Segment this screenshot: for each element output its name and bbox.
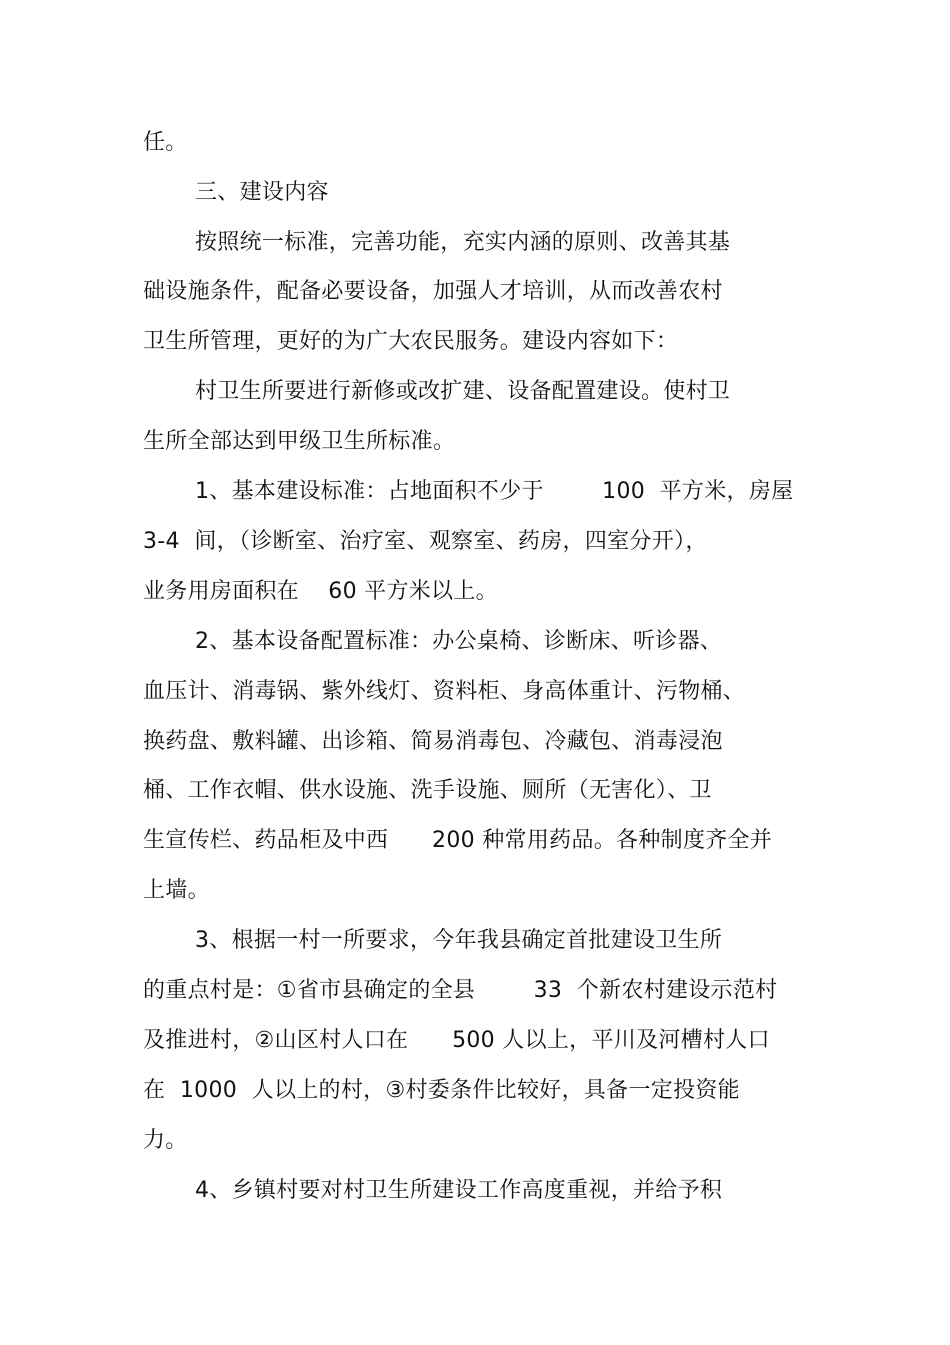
text-line-15: 生宣传栏、药品柜及中西 200 种常用药品。各种制度齐全并 <box>143 828 773 853</box>
text-line-5: 卫生所管理，更好的为广大农民服务。建设内容如下： <box>143 329 679 354</box>
text-line-20: 在 1000 人以上的村，③村委条件比较好，具备一定投资能 <box>143 1078 740 1103</box>
text-line-18: 的重点村是：①省市县确定的全县 33 个新农村建设示范村 <box>143 978 778 1003</box>
text-line-8: 1、基本建设标准：占地面积不少于 100 平方米，房屋 <box>195 479 794 504</box>
text-line-22: 4、乡镇村要对村卫生所建设工作高度重视，并给予积 <box>195 1178 723 1203</box>
text-line-7: 生所全部达到甲级卫生所标准。 <box>143 429 456 454</box>
text-line-19: 及推进村，②山区村人口在 500 人以上，平川及河槽村人口 <box>143 1028 770 1053</box>
text-line-3: 按照统一标准，完善功能，充实内涵的原则、改善其基 <box>195 230 731 255</box>
text-line-21: 力。 <box>143 1128 188 1153</box>
text-line-11: 2、基本设备配置标准：办公桌椅、诊断床、听诊器、 <box>195 629 723 654</box>
text-line-9: 3-4 间，（诊断室、治疗室、观察室、药房，四室分开）， <box>143 529 708 554</box>
text-line-1: 任。 <box>143 130 188 155</box>
text-line-14: 桶、工作衣帽、供水设施、洗手设施、厕所（无害化）、卫 <box>143 778 712 803</box>
text-line-13: 换药盘、敷料罐、出诊箱、简易消毒包、冷藏包、消毒浸泡 <box>143 729 723 754</box>
text-line-17: 3、根据一村一所要求，今年我县确定首批建设卫生所 <box>195 928 723 953</box>
text-line-12: 血压计、消毒锅、紫外线灯、资料柜、身高体重计、污物桶、 <box>143 679 746 704</box>
text-line-4: 础设施条件，配备必要设备，加强人才培训，从而改善农村 <box>143 279 723 304</box>
text-line-6: 村卫生所要进行新修或改扩建、设备配置建设。使村卫 <box>195 379 731 404</box>
text-line-16: 上墙。 <box>143 878 210 903</box>
text-line-10: 业务用房面积在 60 平方米以上。 <box>143 579 498 604</box>
section-heading: 三、建设内容 <box>195 180 329 205</box>
